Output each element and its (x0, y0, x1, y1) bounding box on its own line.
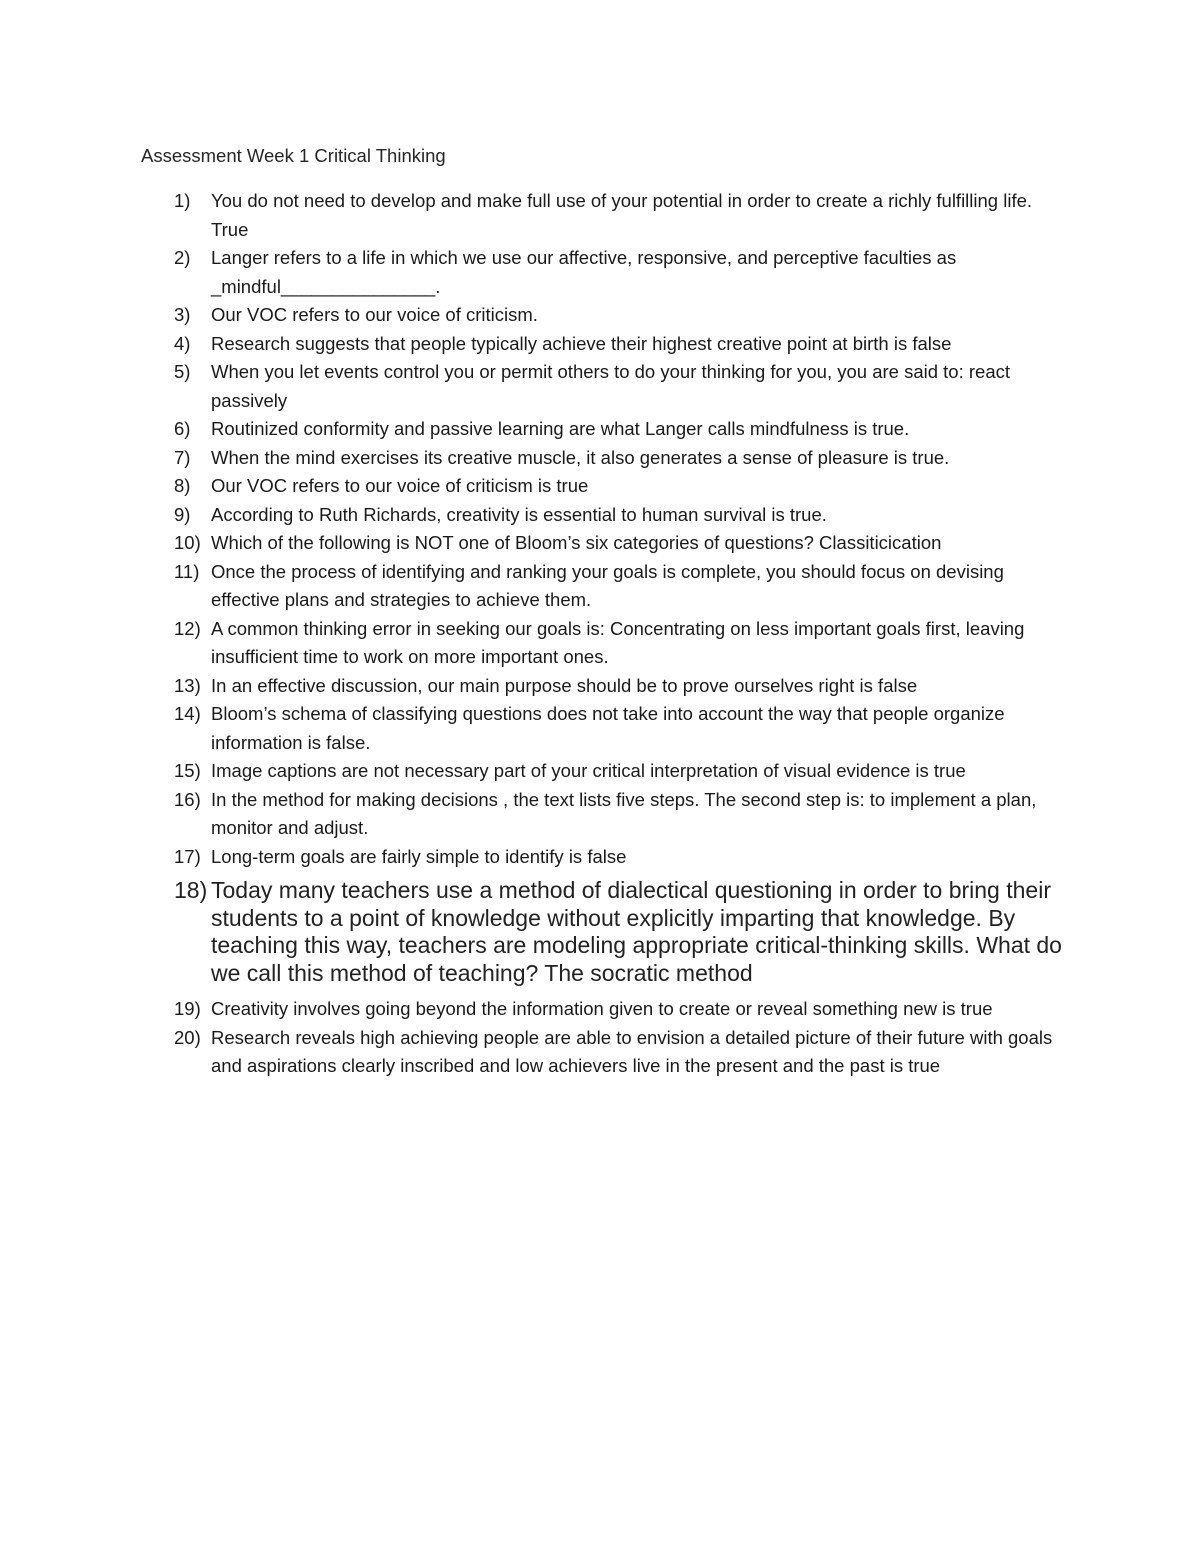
question-number: 14) (174, 703, 201, 724)
question-number: 7) (174, 446, 191, 468)
question-item (174, 415, 1074, 444)
question-item (174, 558, 1074, 615)
question-item (174, 501, 1074, 530)
question-list (174, 187, 1074, 1081)
question-text: Bloom’s schema of classifying questions does not take into account the way that people organize information is false. (211, 703, 1005, 753)
question-item (174, 786, 1074, 843)
question-number: 15) (174, 760, 201, 781)
question-item-large (174, 877, 1074, 987)
question-text: Our VOC refers to our voice of criticism. (211, 304, 538, 325)
question-item (174, 472, 1074, 501)
question-number: 17) (174, 845, 201, 867)
question-number: 8) (174, 475, 191, 496)
question-item (174, 330, 1074, 359)
question-text: Research reveals high achieving people are able to envision a detailed picture of their future with goals and aspirations clearly inscribed and low achievers live in the present and the past is true (211, 1026, 1053, 1076)
question-text: Long-term goals are fairly simple to identify is false (211, 845, 627, 867)
question-item (174, 757, 1074, 786)
question-item (174, 615, 1074, 672)
question-text: You do not need to develop and make full use of your potential in order to create a richly fulfilling life. True (211, 190, 1033, 240)
question-text: A common thinking error in seeking our goals is: Concentrating on less important goals first, leaving insufficient time to work on more important ones. (211, 617, 1025, 667)
question-text: Creativity involves going beyond the information given to create or reveal something new is true (211, 998, 993, 1019)
question-number: 12) (174, 617, 201, 639)
question-number: 4) (174, 332, 191, 354)
question-number: 2) (174, 247, 191, 268)
question-text: In an effective discussion, our main purpose should be to prove ourselves right is false (211, 674, 918, 696)
question-item (174, 672, 1074, 701)
question-text: When the mind exercises its creative muscle, it also generates a sense of pleasure is true. (211, 446, 950, 468)
question-text: According to Ruth Richards, creativity is essential to human survival is true. (211, 503, 827, 525)
document-title: Assessment Week 1 Critical Thinking (141, 145, 446, 166)
question-item (174, 244, 1074, 301)
question-text: Langer refers to a life in which we use our affective, responsive, and perceptive faculties as _mindful_______________. (211, 247, 957, 297)
question-text: Routinized conformity and passive learning are what Langer calls mindfulness is true. (211, 418, 910, 439)
question-number: 10) (174, 532, 201, 553)
question-item (174, 529, 1074, 558)
question-number: 3) (174, 304, 191, 325)
question-item (174, 1024, 1074, 1081)
question-number: 20) (174, 1026, 201, 1048)
question-text: Today many teachers use a method of dialectical questioning in order to bring their students to a point of knowledge without explicitly imparting that knowledge. By teaching this way, teachers are modeling appropriate critical-thinking skills. What do we call this method of teaching? The socratic method (211, 877, 1062, 986)
question-text: Once the process of identifying and ranking your goals is complete, you should focus on devising effective plans and strategies to achieve them. (211, 560, 1004, 610)
question-text: Our VOC refers to our voice of criticism is true (211, 475, 589, 496)
question-item (174, 301, 1074, 330)
question-number: 6) (174, 418, 191, 439)
question-number: 13) (174, 674, 201, 696)
question-item (174, 444, 1074, 473)
question-item (174, 187, 1074, 244)
question-number: 18) (174, 877, 208, 903)
question-number: 9) (174, 503, 191, 525)
question-number: 5) (174, 361, 191, 382)
question-text: Image captions are not necessary part of your critical interpretation of visual evidence is true (211, 760, 966, 781)
question-text: In the method for making decisions , the text lists five steps. The second step is: to implement a plan, monitor and adjust. (211, 788, 1037, 838)
question-number: 11) (174, 560, 200, 582)
question-item (174, 700, 1074, 757)
question-text: Research suggests that people typically achieve their highest creative point at birth is false (211, 332, 952, 354)
question-item (174, 358, 1074, 415)
question-text: Which of the following is NOT one of Bloom’s six categories of questions? Classiticication (211, 532, 942, 553)
question-item (174, 995, 1074, 1024)
question-item (174, 843, 1074, 872)
question-number: 16) (174, 788, 201, 810)
question-number: 19) (174, 998, 201, 1019)
question-number: 1) (174, 190, 191, 211)
question-text: When you let events control you or permit others to do your thinking for you, you are said to: react passively (211, 361, 1010, 411)
